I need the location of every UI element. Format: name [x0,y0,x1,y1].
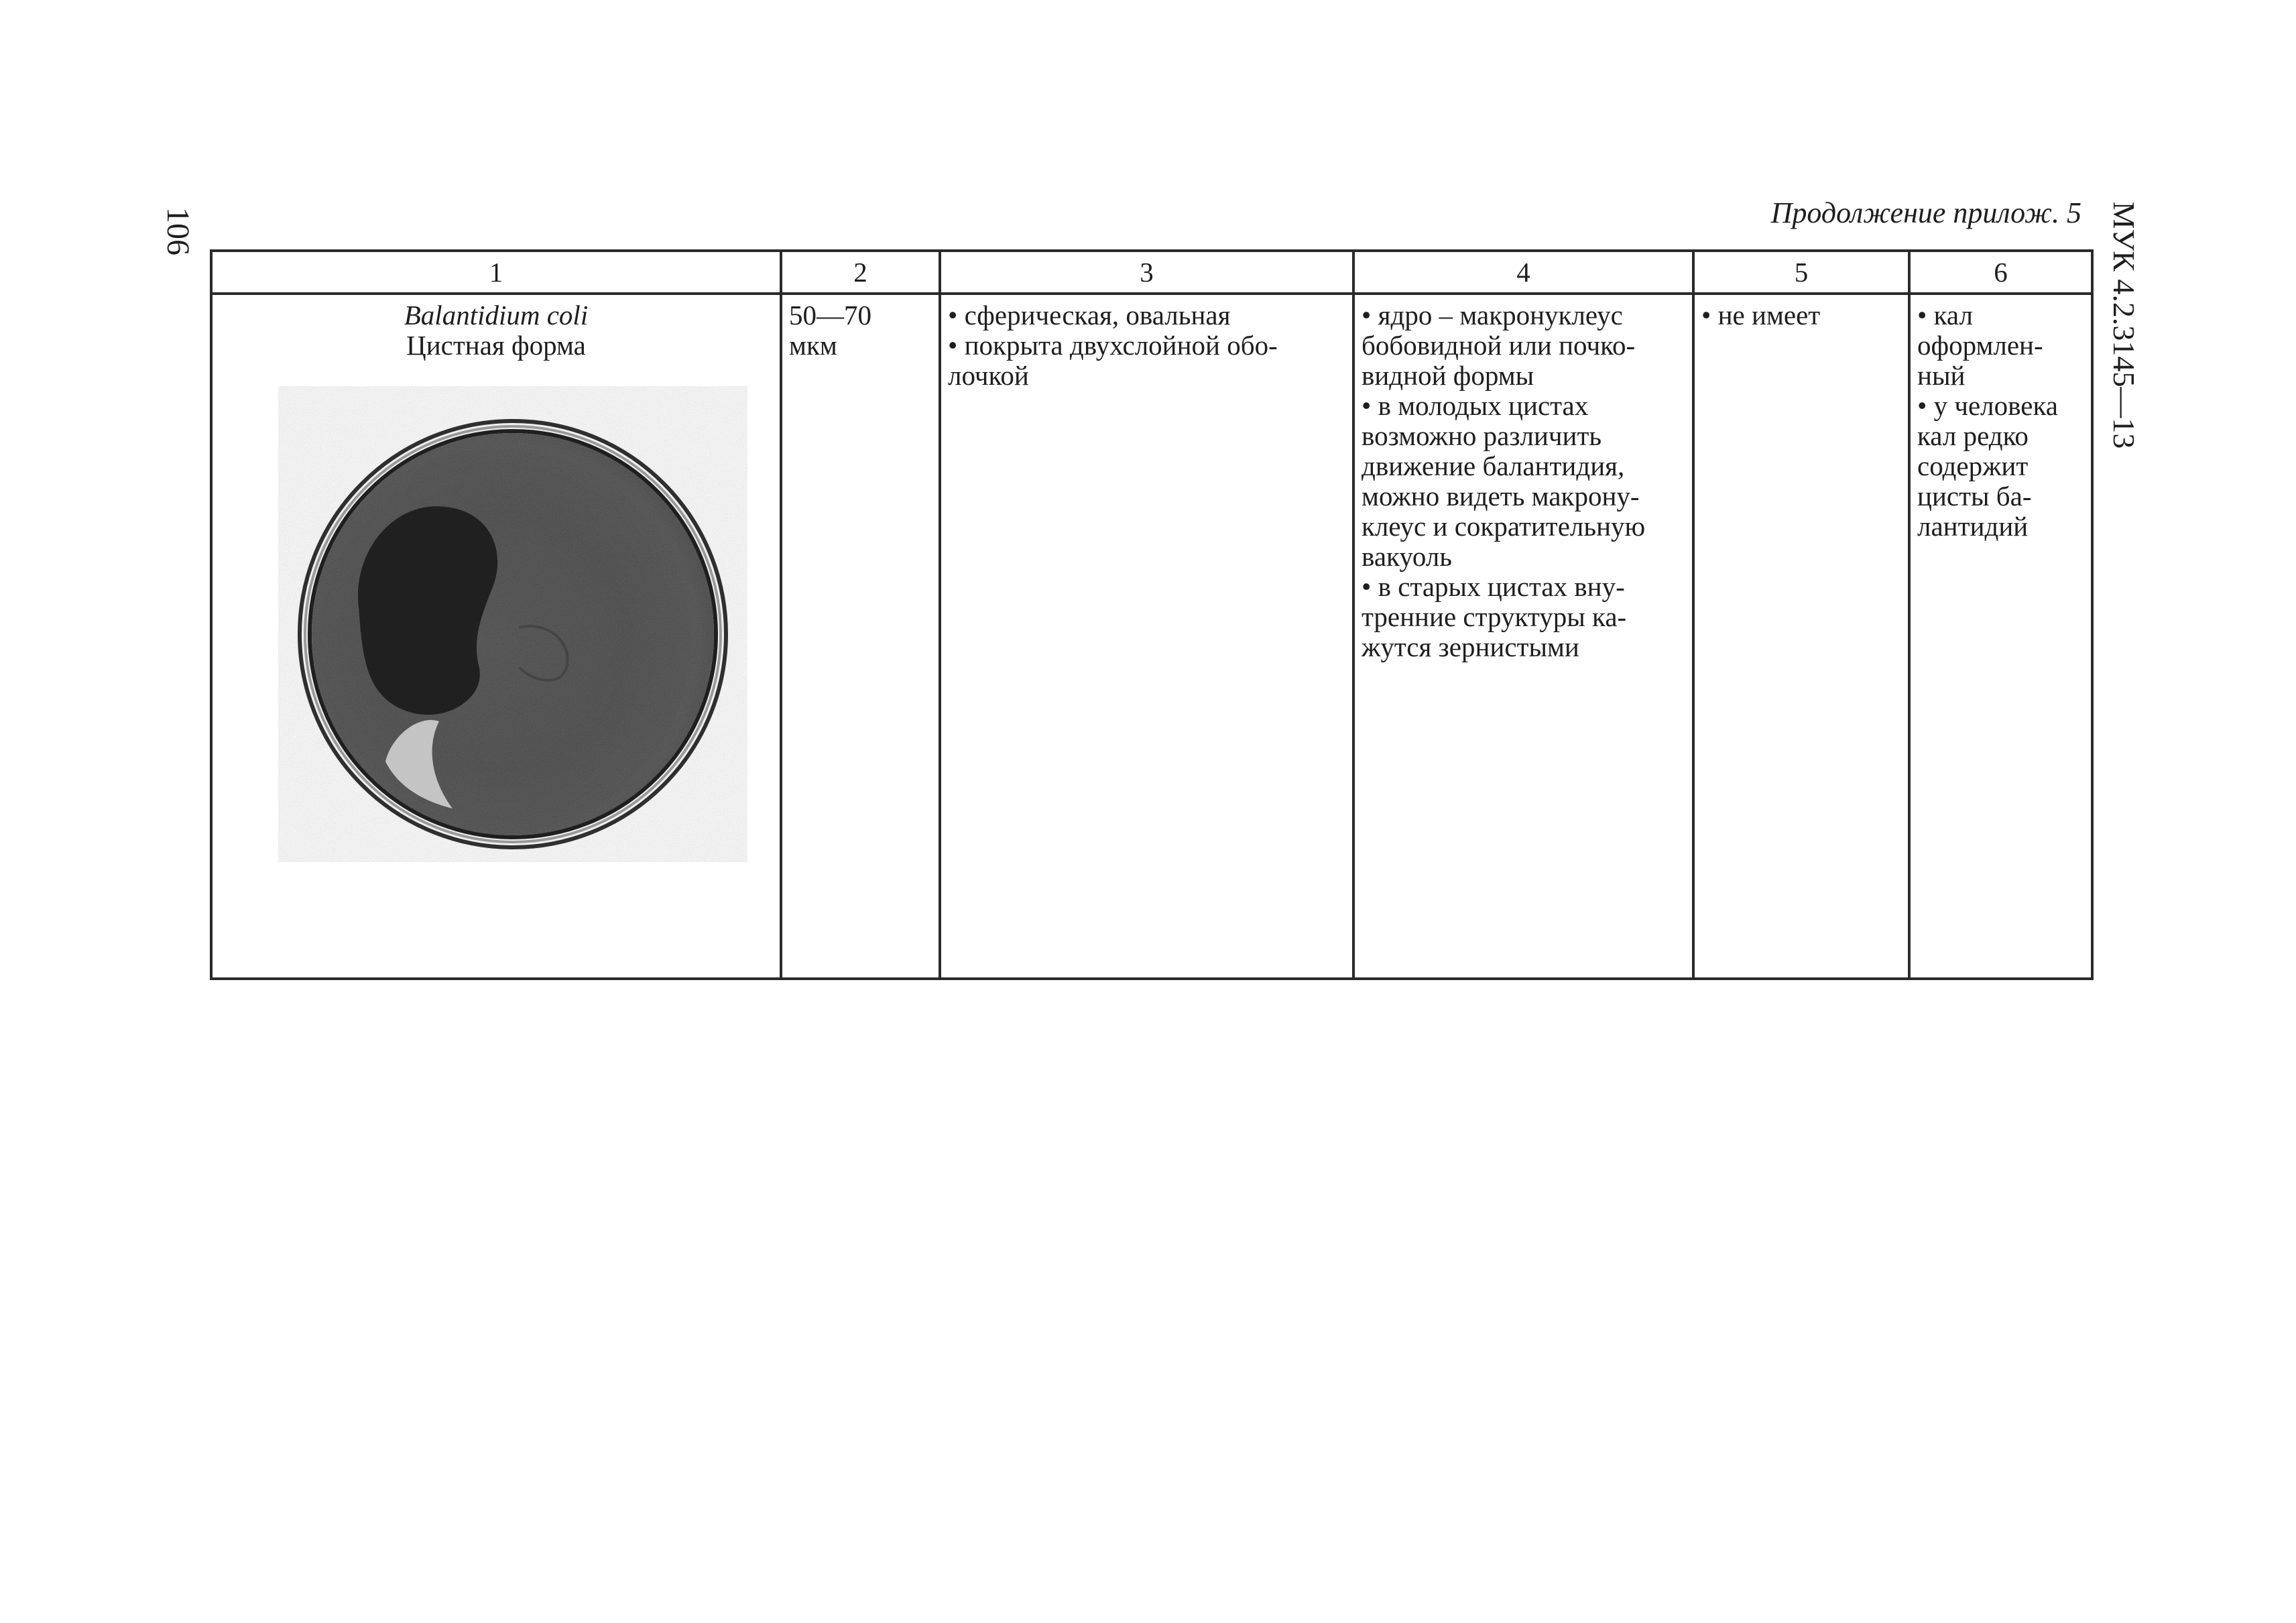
column-header: 5 [1693,251,1909,294]
list-item: • кал [1917,300,2084,330]
list-item-continuation: жутся зернистыми [1362,632,1579,662]
list-item-continuation: тренние структуры ка- [1362,601,1627,632]
list-item-continuation: содержит [1917,450,2029,481]
list-item-continuation: цисты ба- [1917,481,2032,512]
form-label: Цистная форма [406,330,586,361]
list-item-continuation: лантидий [1917,511,2029,542]
list-item: • покрыта двухслойной обо- [948,330,1345,361]
list-item-continuation: ный [1917,360,1966,391]
column-header: 4 [1353,251,1693,294]
list-item-continuation: можно видеть макрону- [1362,481,1640,512]
continuation-note: Продолжение прилож. 5 [1770,196,2081,229]
column-header: 3 [940,251,1353,294]
list-item-continuation: оформлен- [1917,330,2043,361]
cyst-micrograph-icon [278,386,747,862]
list-item: • не имеет [1701,300,1901,330]
size-cell [781,294,940,979]
size-value: 50—70 [789,300,871,330]
organism-cell [211,294,781,979]
structure-cell [1353,294,1693,979]
list-item: • у человека [1917,391,2084,421]
list-item-continuation: видной формы [1362,360,1534,391]
list-item: • в молодых цистах [1362,391,1685,421]
shape-cell [940,294,1353,979]
table-row [211,294,2092,979]
column-header: 6 [1909,251,2092,294]
list-item-continuation: лочкой [948,360,1029,391]
page-number: 106 [160,207,196,255]
organism-table [210,249,2094,980]
list-item-continuation: вакуоль [1362,541,1452,572]
list-item-continuation: кал редко [1917,420,2029,451]
header-row [211,251,2092,294]
size-unit: мкм [789,330,837,361]
column-header: 1 [211,251,781,294]
list-item: • в старых цистах вну- [1362,572,1685,602]
list-item: • ядро – макронуклеус [1362,300,1685,330]
species-name: Balantidium coli [404,300,589,330]
motility-cell [1693,294,1909,979]
list-item-continuation: возможно различить [1362,420,1602,451]
list-item-continuation: движение балантидия, [1362,450,1625,481]
notes-cell [1909,294,2092,979]
list-item: • сферическая, овальная [948,300,1345,330]
list-item-continuation: клеус и сократительную [1362,511,1646,542]
document-code: МУК 4.2.3145—13 [2107,201,2141,449]
column-header: 2 [781,251,940,294]
list-item-continuation: бобовидной или почко- [1362,330,1636,361]
